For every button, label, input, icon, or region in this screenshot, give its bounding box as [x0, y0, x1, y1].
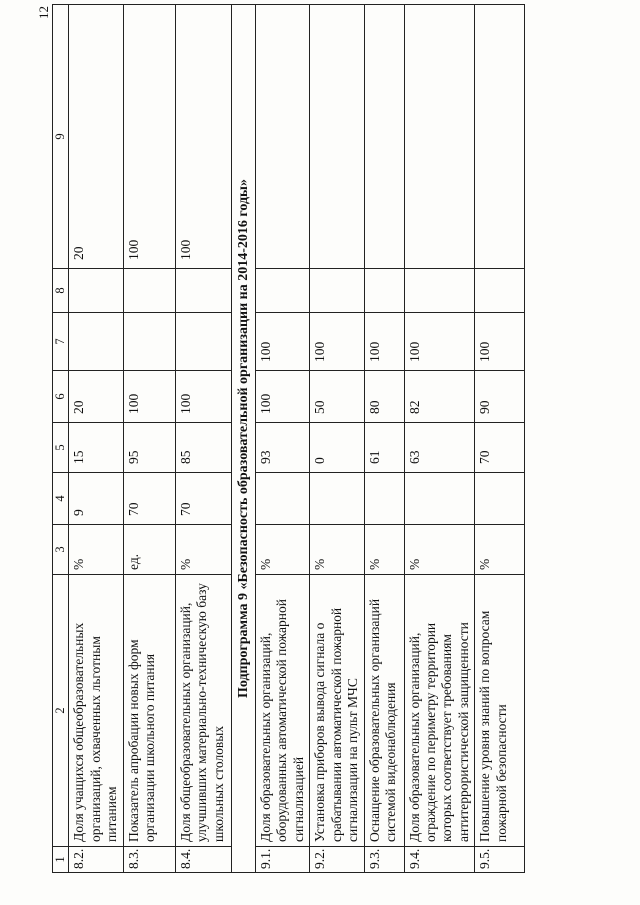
- unit-cell: %: [175, 525, 231, 575]
- value-cell: 50: [310, 371, 364, 423]
- row-number: 9.4.: [404, 847, 475, 873]
- value-cell: [175, 313, 231, 371]
- value-cell: [255, 5, 309, 269]
- value-cell: 70: [475, 423, 525, 473]
- value-cell: [475, 269, 525, 313]
- value-cell: 100: [364, 313, 404, 371]
- table-row: [310, 5, 364, 873]
- value-cell: [69, 269, 123, 313]
- value-cell: 61: [364, 423, 404, 473]
- indicator-name: Показатель апробации новых форм организации школьного питания: [123, 575, 175, 847]
- subprogram-row: [231, 5, 255, 873]
- value-cell: 100: [175, 371, 231, 423]
- indicator-name: Доля общеобразовательных организаций, улучшивших материально-техническую базу школьных столовых: [175, 575, 231, 847]
- indicator-name: Повышение уровня знаний по вопросам пожарной безопасности: [475, 575, 525, 847]
- indicator-name: Установка приборов вывода сигнала о срабатывании автоматической пожарной сигнализации на пульт МЧС: [310, 575, 364, 847]
- value-cell: 82: [404, 371, 475, 423]
- value-cell: 100: [123, 371, 175, 423]
- value-cell: 70: [175, 473, 231, 525]
- value-cell: 90: [475, 371, 525, 423]
- value-cell: 100: [475, 313, 525, 371]
- unit-cell: %: [364, 525, 404, 575]
- subprogram-title: Подпрограмма 9 «Безопасность образовательной организации на 2014-2016 годы»: [231, 5, 255, 873]
- unit-cell: ед.: [123, 525, 175, 575]
- table-row: [255, 5, 309, 873]
- value-cell: [255, 269, 309, 313]
- value-cell: [310, 473, 364, 525]
- row-number: 8.3.: [123, 847, 175, 873]
- value-cell: [475, 473, 525, 525]
- table-row: [475, 5, 525, 873]
- value-cell: 0: [310, 423, 364, 473]
- row-number: 9.5.: [475, 847, 525, 873]
- table-row: [175, 5, 231, 873]
- value-cell: 80: [364, 371, 404, 423]
- value-cell: [69, 313, 123, 371]
- unit-cell: %: [69, 525, 123, 575]
- value-cell: [175, 269, 231, 313]
- value-cell: 93: [255, 423, 309, 473]
- value-cell: 85: [175, 423, 231, 473]
- value-cell: 63: [404, 423, 475, 473]
- indicator-name: Доля образовательных организаций, оборудованных автоматической пожарной сигнализацией: [255, 575, 309, 847]
- table-row: [69, 5, 123, 873]
- column-number: 7: [53, 313, 69, 371]
- column-number: 4: [53, 473, 69, 525]
- row-number: 9.1.: [255, 847, 309, 873]
- indicator-name: Доля учащихся общеобразовательных организаций, охваченных льготным питанием: [69, 575, 123, 847]
- value-cell: 100: [255, 371, 309, 423]
- value-cell: [475, 5, 525, 269]
- value-cell: [404, 269, 475, 313]
- indicators-table: [52, 4, 525, 873]
- column-number: 1: [53, 847, 69, 873]
- page-number: 12: [36, 6, 51, 19]
- column-number: 5: [53, 423, 69, 473]
- value-cell: [123, 313, 175, 371]
- row-number: 9.3.: [364, 847, 404, 873]
- value-cell: 95: [123, 423, 175, 473]
- value-cell: 9: [69, 473, 123, 525]
- indicator-name: Доля образовательных организаций, ограждение по периметру территории которых соответствует требованиям антитеррористической защищенности: [404, 575, 475, 847]
- column-number: 8: [53, 269, 69, 313]
- value-cell: [364, 473, 404, 525]
- value-cell: [404, 5, 475, 269]
- unit-cell: %: [255, 525, 309, 575]
- value-cell: 20: [69, 5, 123, 269]
- value-cell: 100: [310, 313, 364, 371]
- indicator-name: Оснащение образовательных организаций системой видеонаблюдения: [364, 575, 404, 847]
- value-cell: 100: [175, 5, 231, 269]
- value-cell: [310, 269, 364, 313]
- column-number: 3: [53, 525, 69, 575]
- column-number-row: [53, 5, 69, 873]
- value-cell: 20: [69, 371, 123, 423]
- row-number: 9.2.: [310, 847, 364, 873]
- value-cell: 100: [123, 5, 175, 269]
- unit-cell: %: [404, 525, 475, 575]
- unit-cell: %: [310, 525, 364, 575]
- value-cell: 70: [123, 473, 175, 525]
- value-cell: [310, 5, 364, 269]
- value-cell: [123, 269, 175, 313]
- row-number: 8.2.: [69, 847, 123, 873]
- table-row: [404, 5, 475, 873]
- row-number: 8.4.: [175, 847, 231, 873]
- value-cell: [255, 473, 309, 525]
- table-row: [123, 5, 175, 873]
- value-cell: 15: [69, 423, 123, 473]
- value-cell: 100: [404, 313, 475, 371]
- column-number: 6: [53, 371, 69, 423]
- value-cell: 100: [255, 313, 309, 371]
- value-cell: [404, 473, 475, 525]
- column-number: 9: [53, 5, 69, 269]
- value-cell: [364, 5, 404, 269]
- column-number: 2: [53, 575, 69, 847]
- table-row: [364, 5, 404, 873]
- value-cell: [364, 269, 404, 313]
- unit-cell: %: [475, 525, 525, 575]
